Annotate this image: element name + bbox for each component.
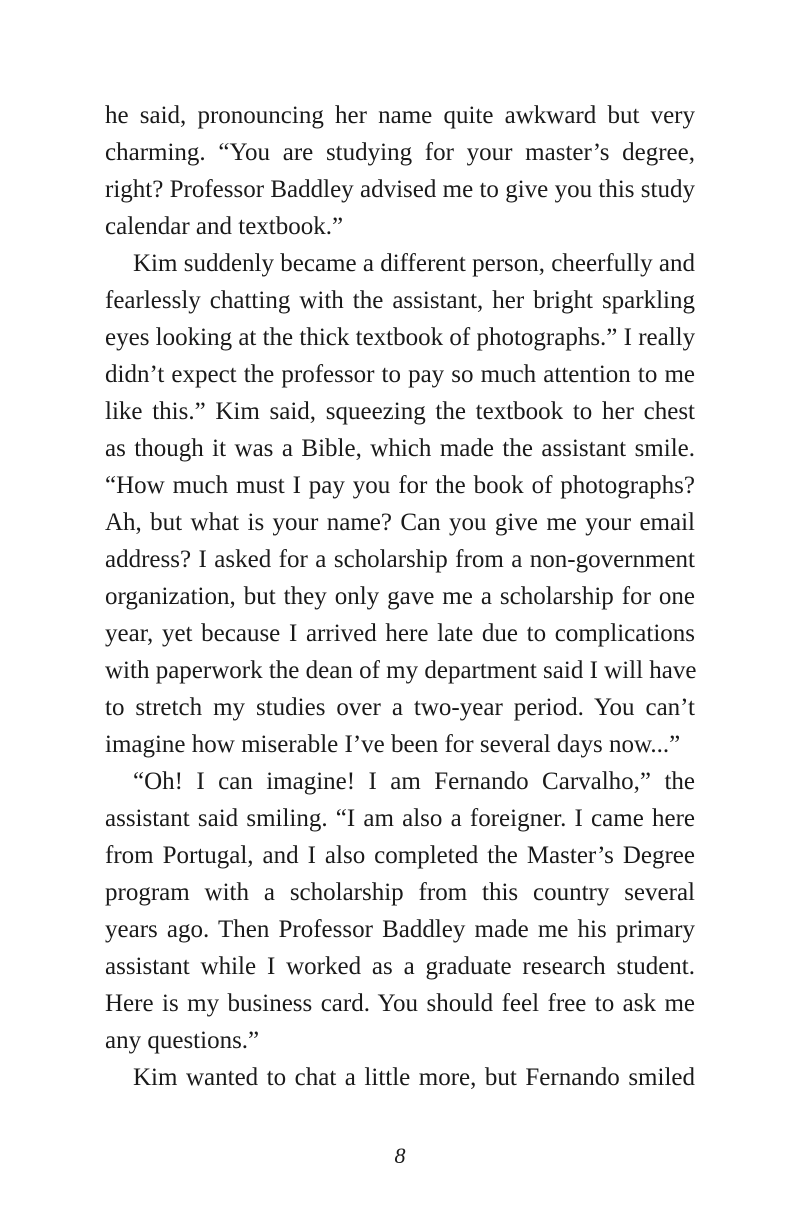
- text-line: year, yet because I arrived here late due to complications: [105, 620, 695, 647]
- text-line: organization, but they only gave me a scholarship for one: [105, 583, 695, 610]
- paragraph: [105, 1059, 695, 1096]
- text-line: years ago. Then Professor Baddley made me his primary: [105, 916, 695, 943]
- text-line: Kim wanted to chat a little more, but Fernando smiled: [133, 1064, 695, 1091]
- text-line: “How much must I pay you for the book of photographs?: [105, 472, 695, 499]
- text-line: to stretch my studies over a two-year period. You can’t: [105, 694, 695, 721]
- text-line: calendar and textbook.”: [105, 213, 344, 240]
- text-line: any questions.”: [105, 1027, 260, 1054]
- text-line: didn’t expect the professor to pay so much attention to me: [105, 361, 695, 388]
- text-line: charming. “You are studying for your master’s degree,: [105, 139, 695, 166]
- paragraph: [105, 97, 695, 245]
- text-line: “Oh! I can imagine! I am Fernando Carvalho,” the: [133, 768, 695, 795]
- text-line: with paperwork the dean of my department said I will have: [105, 657, 697, 684]
- text-line: Ah, but what is your name? Can you give me your email: [105, 509, 695, 536]
- page-number: 8: [394, 1143, 406, 1168]
- text-line: as though it was a Bible, which made the assistant smile.: [105, 435, 695, 462]
- text-line: assistant said smiling. “I am also a foreigner. I came here: [105, 805, 695, 832]
- text-line: eyes looking at the thick textbook of photographs.” I really: [105, 324, 696, 351]
- text-line: right? Professor Baddley advised me to give you this study: [105, 176, 695, 203]
- paragraph: [105, 245, 695, 763]
- book-page: [105, 97, 695, 1096]
- text-line: program with a scholarship from this country several: [105, 879, 695, 906]
- text-line: Here is my business card. You should feel free to ask me: [105, 990, 695, 1017]
- paragraph: [105, 763, 695, 1059]
- text-line: assistant while I worked as a graduate research student.: [105, 953, 695, 980]
- text-line: Kim suddenly became a different person, cheerfully and: [133, 250, 695, 277]
- text-line: he said, pronouncing her name quite awkward but very: [105, 102, 695, 129]
- text-line: imagine how miserable I’ve been for several days now...”: [105, 731, 681, 758]
- text-line: like this.” Kim said, squeezing the textbook to her chest: [105, 398, 695, 425]
- text-line: address? I asked for a scholarship from a non-government: [105, 546, 695, 573]
- text-line: fearlessly chatting with the assistant, her bright sparkling: [105, 287, 695, 314]
- text-line: from Portugal, and I also completed the Master’s Degree: [105, 842, 695, 869]
